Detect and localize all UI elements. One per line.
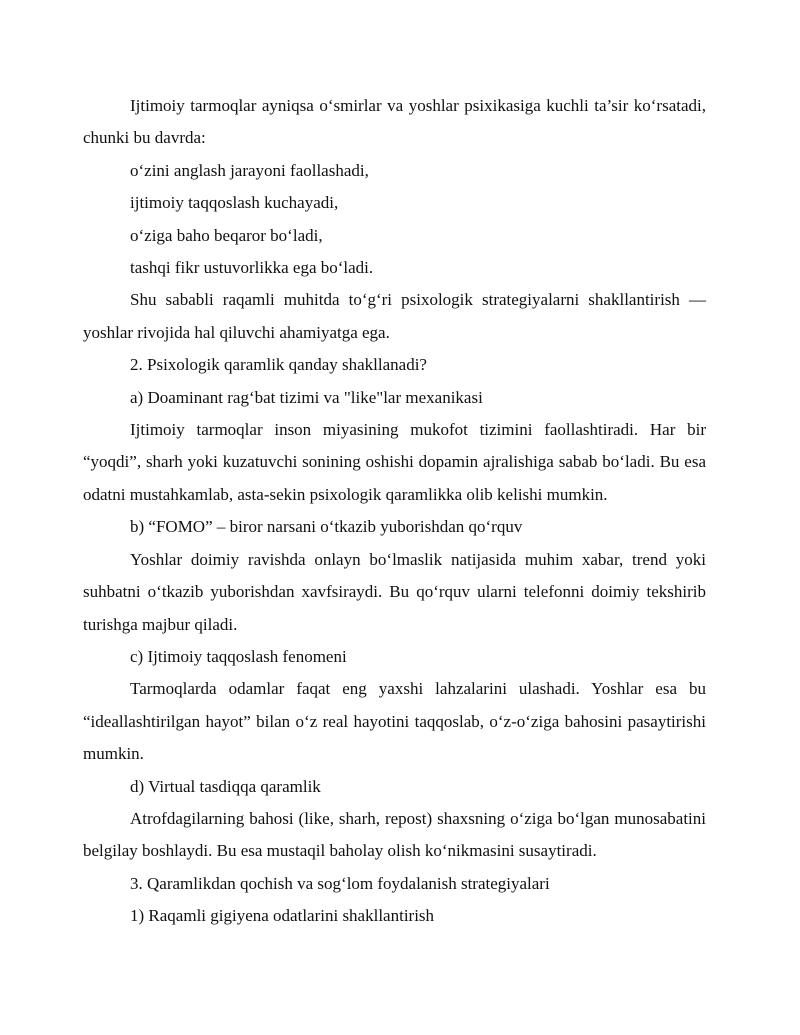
list-item: ijtimoiy taqqoslash kuchayadi, (130, 193, 339, 213)
body-paragraph: Yoshlar doimiy ravishda onlayn bo‘lmaslik natijasida muhim xabar, trend yoki suhbatni o‘tkazib yuborishdan xavfsiraydi. Bu qo‘rquv ularni telefonni doimiy tekshirib turishga majbur qiladi. (83, 549, 706, 634)
body-paragraph: Ijtimoiy tarmoqlar inson miyasining mukofot tizimini faollashtiradi. Har bir “yoqdi”, sharh yoki kuzatuvchi sonining oshishi dopamin ajralishiga sabab bo‘ladi. Bu esa odatni mustahkamlab, asta-sekin psixologik qaramlikka olib kelishi mumkin. (83, 420, 706, 504)
list-item: tashqi fikr ustuvorlikka ega bo‘ladi. (130, 258, 374, 278)
subsection-heading: d) Virtual tasdiqqa qaramlik (130, 776, 321, 796)
document-page (83, 90, 706, 933)
section-heading: 2. Psixologik qaramlik qanday shakllanadi? (130, 355, 427, 375)
subsection-heading: b) “FOMO” – biror narsani o‘tkazib yuborishdan qo‘rquv (130, 517, 523, 537)
subsection-heading: a) Doaminant rag‘bat tizimi va "like"lar mexanikasi (130, 387, 483, 407)
list-item: o‘ziga baho beqaror bo‘ladi, (130, 225, 323, 245)
body-paragraph: Tarmoqlarda odamlar faqat eng yaxshi lahzalarini ulashadi. Yoshlar esa bu “ideallashtirilgan hayot” bilan o‘z real hayotini taqqoslab, o‘z-o‘ziga bahosini pasaytirishi mumkin. (83, 679, 706, 764)
subsection-heading: 1) Raqamli gigiyena odatlarini shakllantirish (130, 906, 435, 926)
body-paragraph: Atrofdagilarning bahosi (like, sharh, repost) shaxsning o‘ziga bo‘lgan munosabatini belgilay boshlaydi. Bu esa mustaqil baholay olish ko‘nikmasini susaytiradi. (83, 808, 706, 861)
subsection-heading: c) Ijtimoiy taqqoslash fenomeni (130, 646, 347, 666)
intro-paragraph: Ijtimoiy tarmoqlar ayniqsa o‘smirlar va yoshlar psixikasiga kuchli ta’sir ko‘rsatadi, chunki bu davrda: (83, 96, 706, 148)
conclusion-paragraph: Shu sababli raqamli muhitda to‘g‘ri psixologik strategiyalarni shakllantirish — yoshlar rivojida hal qiluvchi ahamiyatga ega. (83, 290, 706, 342)
list-item: o‘zini anglash jarayoni faollashadi, (130, 160, 369, 180)
section-heading: 3. Qaramlikdan qochish va sog‘lom foydalanish strategiyalari (130, 873, 550, 893)
